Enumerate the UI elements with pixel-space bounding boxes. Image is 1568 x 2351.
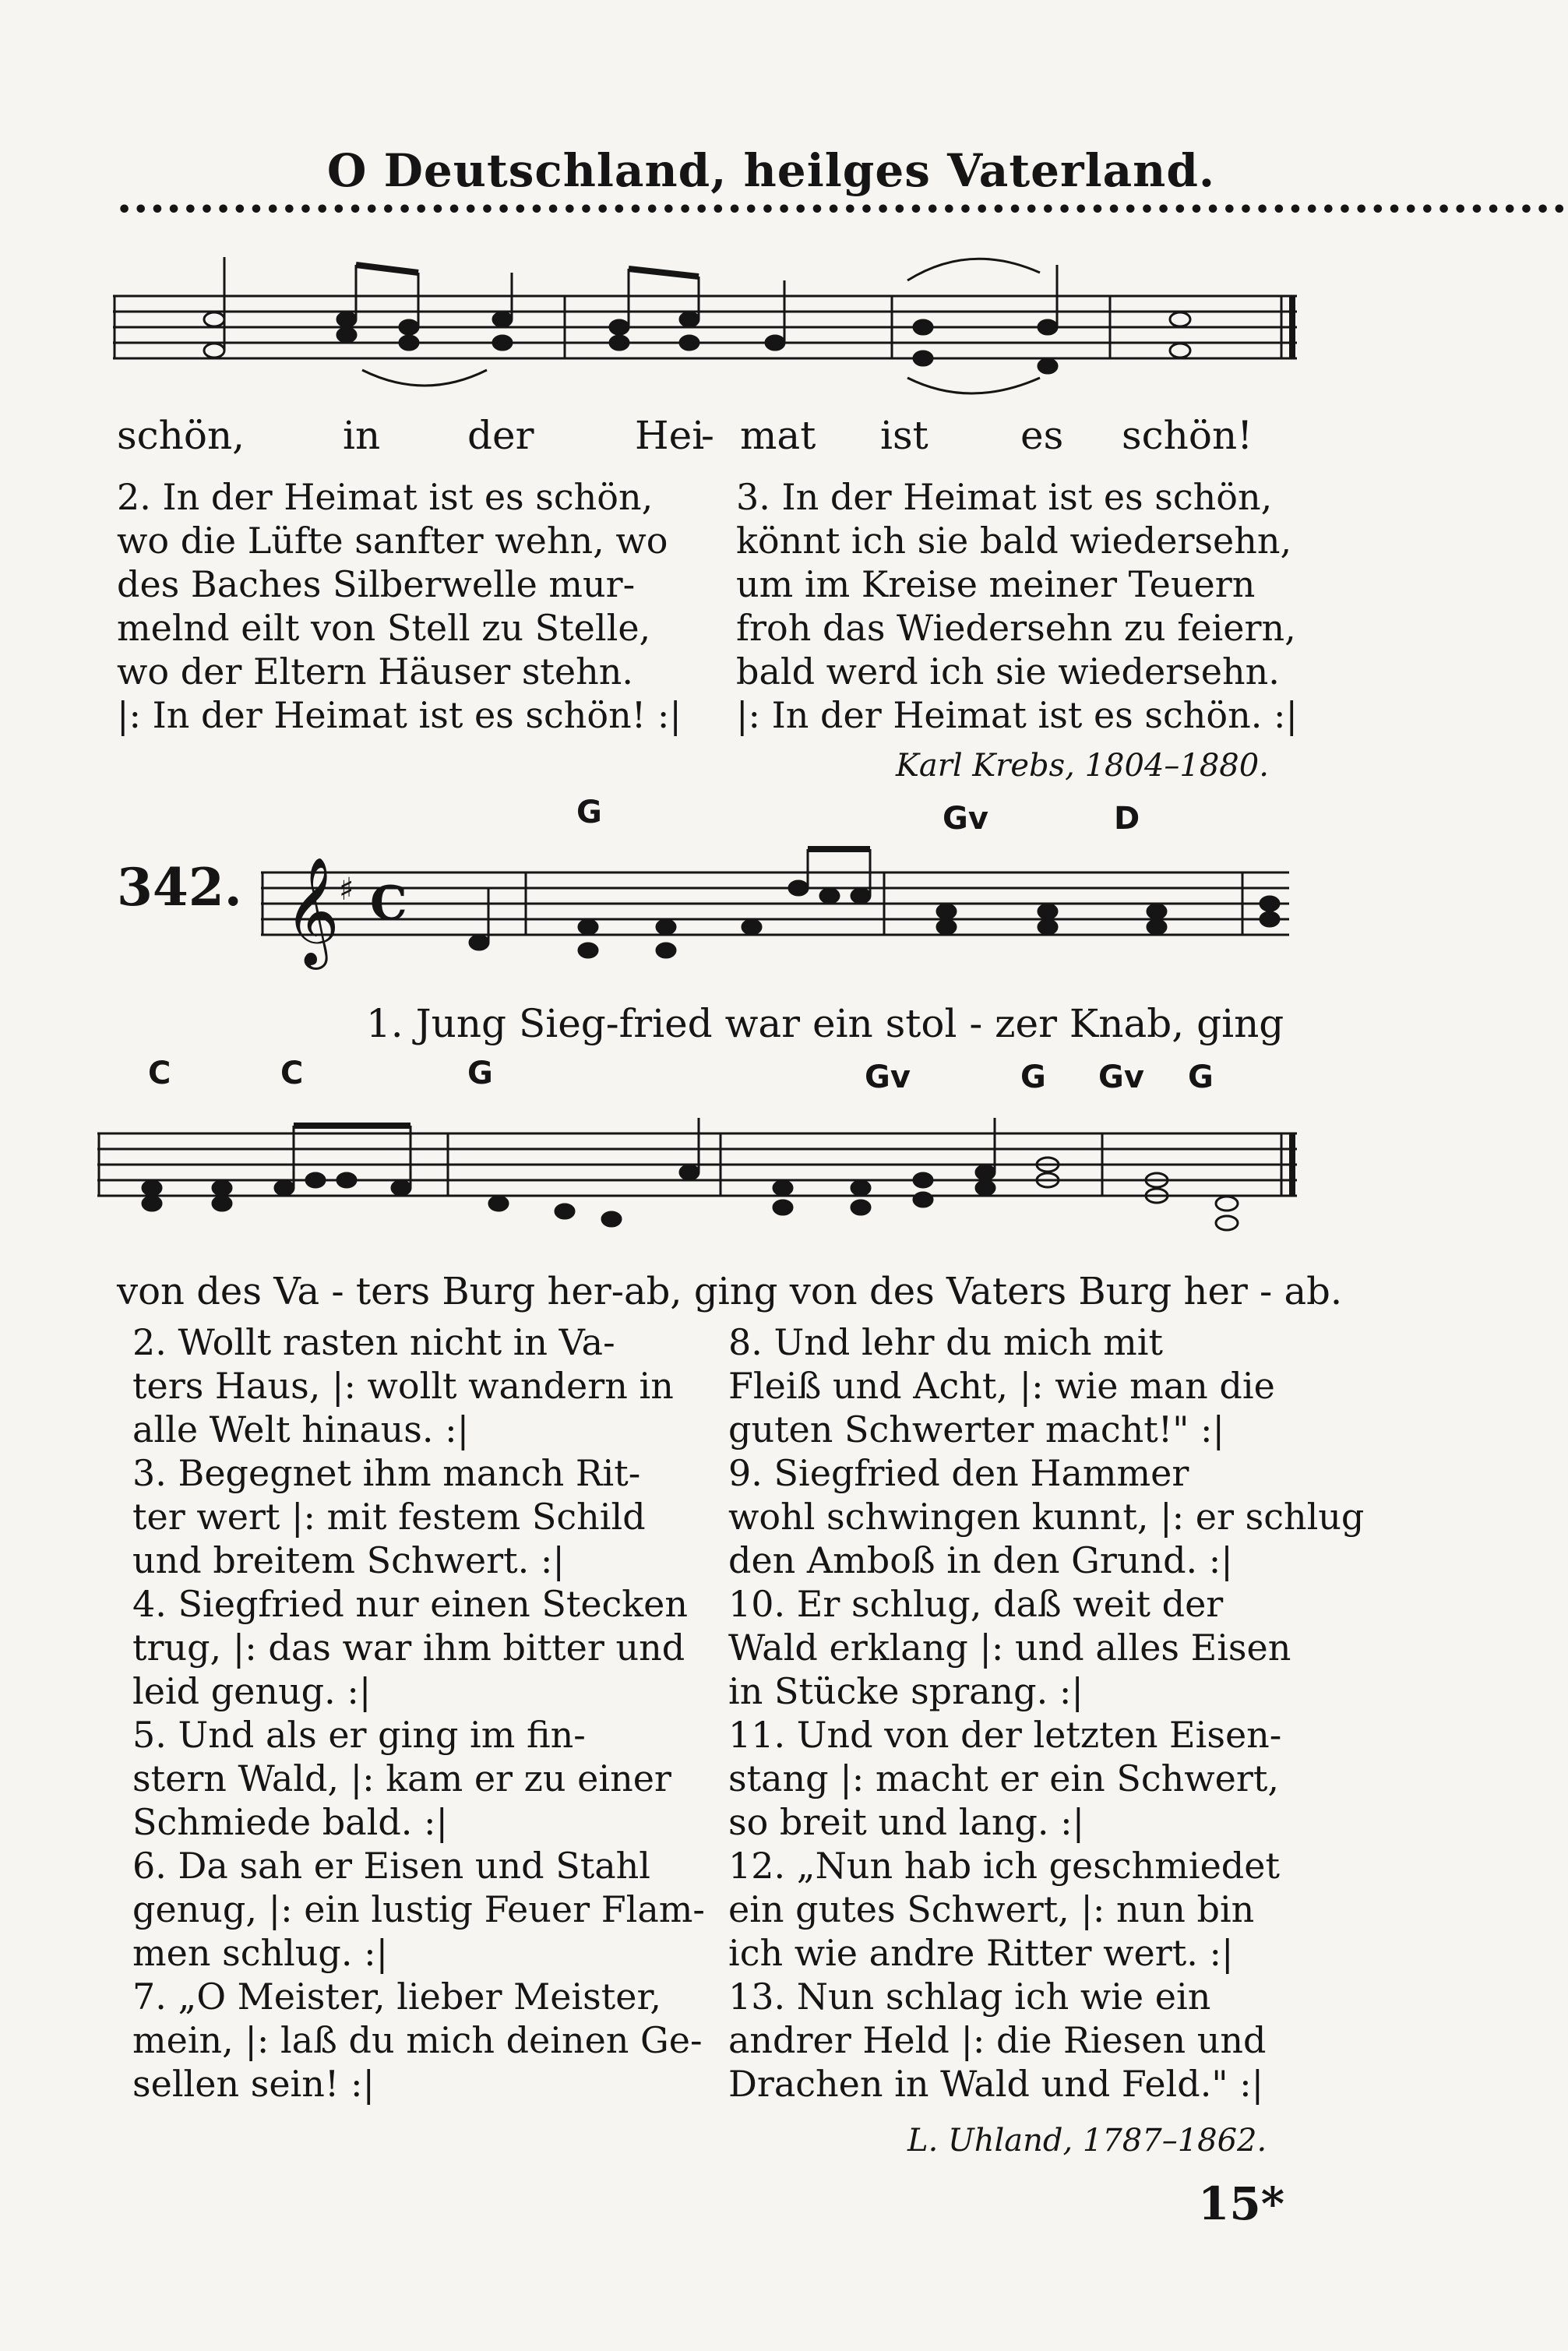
verses-left-column	[132, 1320, 705, 2106]
staff-1-lyric-6: mat	[740, 413, 816, 458]
verse-line: 13. Nun schlag ich wie ein	[728, 1976, 1211, 2018]
verse-line: 4. Siegfried nur einen Stecken	[132, 1583, 689, 1625]
verse-line: den Amboß in den Grund. :|	[728, 1539, 1233, 1581]
chord-symbol: Gv	[865, 1059, 911, 1095]
verse-line: wo die Lüfte sanfter wehn, wo	[117, 520, 668, 562]
song-title: O Deutschland, heilges Vaterland.	[326, 144, 1216, 197]
verse-line: 8. Und lehr du mich mit	[728, 1321, 1163, 1363]
chord-symbol: Gv	[943, 801, 988, 837]
verse-line: ters Haus, |: wollt wandern in	[132, 1365, 674, 1407]
staff-1-lyric-7: ist	[880, 413, 928, 458]
verse-3-song-1	[736, 475, 1298, 737]
verse-line: Wald erklang |: und alles Eisen	[728, 1627, 1291, 1669]
verse-line: ich wie andre Ritter wert. :|	[728, 1932, 1234, 1974]
verse-line: 9. Siegfried den Hammer	[728, 1452, 1189, 1494]
verse-line: wo der Eltern Häuser stehn.	[117, 650, 634, 693]
verse-line: Drachen in Wald und Feld." :|	[728, 2063, 1264, 2105]
verse-line: 3. In der Heimat ist es schön,	[736, 476, 1273, 518]
verse-line: 5. Und als er ging im fin-	[132, 1714, 586, 1756]
verse-line: andrer Held |: die Riesen und	[728, 2019, 1267, 2061]
verse-line: 3. Begegnet ihm manch Rit-	[132, 1452, 641, 1494]
svg-text:C: C	[370, 876, 407, 931]
verse-line: |: In der Heimat ist es schön! :|	[117, 694, 682, 736]
verse-line: alle Welt hinaus. :|	[132, 1408, 470, 1450]
verse-line: 6. Da sah er Eisen und Stahl	[132, 1845, 651, 1887]
staff-1-lyric-8: es	[1020, 413, 1064, 458]
verse-line: melnd eilt von Stell zu Stelle,	[117, 607, 651, 649]
chord-symbol: G	[467, 1056, 493, 1091]
verse-line: um im Kreise meiner Teuern	[736, 563, 1256, 605]
page-number: 15*	[1198, 2177, 1285, 2230]
svg-text:♯: ♯	[339, 872, 354, 908]
verse-2-song-1	[117, 475, 682, 737]
svg-text:𝄞: 𝄞	[284, 857, 340, 965]
staff-1-lyric-4: Hei	[635, 413, 705, 458]
verse-line: Fleiß und Acht, |: wie man die	[728, 1365, 1275, 1407]
author-credit-1: Karl Krebs, 1804–1880.	[896, 748, 1269, 784]
song-number: 342.	[117, 857, 242, 918]
staff-1-lyric-9: schön!	[1122, 413, 1253, 458]
verse-line: Schmiede bald. :|	[132, 1801, 449, 1843]
verse-line: des Baches Silberwelle mur-	[117, 563, 636, 605]
dotted-rule: ••••••••••••••••••••••••••••••••••••••••••••••••••••••••••••••••••••••••••••••••••••••••	[117, 196, 1568, 224]
chord-symbol: C	[280, 1056, 304, 1091]
chord-symbol: G	[576, 795, 602, 830]
verse-line: bald werd ich sie wiedersehn.	[736, 650, 1280, 693]
verse-line: und breitem Schwert. :|	[132, 1539, 565, 1581]
verse-line: sellen sein! :|	[132, 2063, 375, 2105]
verse-line: so breit und lang. :|	[728, 1801, 1085, 1843]
chord-symbol: Gv	[1098, 1059, 1144, 1095]
verse-line: ter wert |: mit festem Schild	[132, 1496, 646, 1538]
chord-symbol: G	[1020, 1059, 1046, 1095]
music-staff-2	[261, 826, 1305, 982]
verse-line: leid genug. :|	[132, 1670, 372, 1712]
verse-line: guten Schwerter macht!" :|	[728, 1408, 1225, 1450]
verse-line: 12. „Nun hab ich geschmiedet	[728, 1845, 1280, 1887]
chord-symbol: D	[1114, 801, 1140, 837]
staff-1-lyric-3: der	[467, 413, 534, 458]
verse-line: men schlug. :|	[132, 1932, 389, 1974]
verse-line: wohl schwingen kunnt, |: er schlug	[728, 1496, 1365, 1538]
verse-line: stern Wald, |: kam er zu einer	[132, 1757, 671, 1799]
staff-1-lyric-2: in	[343, 413, 381, 458]
verses-right-column	[728, 1320, 1364, 2106]
verse-line: trug, |: das war ihm bitter und	[132, 1627, 685, 1669]
verse-line: 11. Und von der letzten Eisen-	[728, 1714, 1282, 1756]
chord-symbol: G	[1188, 1059, 1214, 1095]
staff-1-lyric-5: -	[701, 413, 714, 458]
song-342-lyric-line-2: von des Va - ters Burg her-ab, ging von des Vaters Burg her - ab.	[117, 1270, 1343, 1313]
music-staff-1	[113, 234, 1313, 421]
verse-line: stang |: macht er ein Schwert,	[728, 1757, 1279, 1799]
verse-line: 2. In der Heimat ist es schön,	[117, 476, 654, 518]
song-342-lyric-line-1: 1. Jung Sieg-fried war ein stol - zer Knab, ging	[366, 1001, 1284, 1046]
verse-line: könnt ich sie bald wiedersehn,	[736, 520, 1292, 562]
verse-line: 10. Er schlug, daß weit der	[728, 1583, 1224, 1625]
chord-symbol: C	[148, 1056, 171, 1091]
music-staff-3	[97, 1087, 1313, 1266]
author-credit-2: L. Uhland, 1787–1862.	[907, 2123, 1267, 2159]
verse-line: genug, |: ein lustig Feuer Flam-	[132, 1888, 705, 1930]
verse-line: mein, |: laß du mich deinen Ge-	[132, 2019, 703, 2061]
staff-1-lyric-1: schön,	[117, 413, 245, 458]
verse-line: |: In der Heimat ist es schön. :|	[736, 694, 1298, 736]
verse-line: in Stücke sprang. :|	[728, 1670, 1084, 1712]
verse-line: 7. „O Meister, lieber Meister,	[132, 1976, 662, 2018]
verse-line: 2. Wollt rasten nicht in Va-	[132, 1321, 615, 1363]
verse-line: froh das Wiedersehn zu feiern,	[736, 607, 1296, 649]
verse-line: ein gutes Schwert, |: nun bin	[728, 1888, 1255, 1930]
